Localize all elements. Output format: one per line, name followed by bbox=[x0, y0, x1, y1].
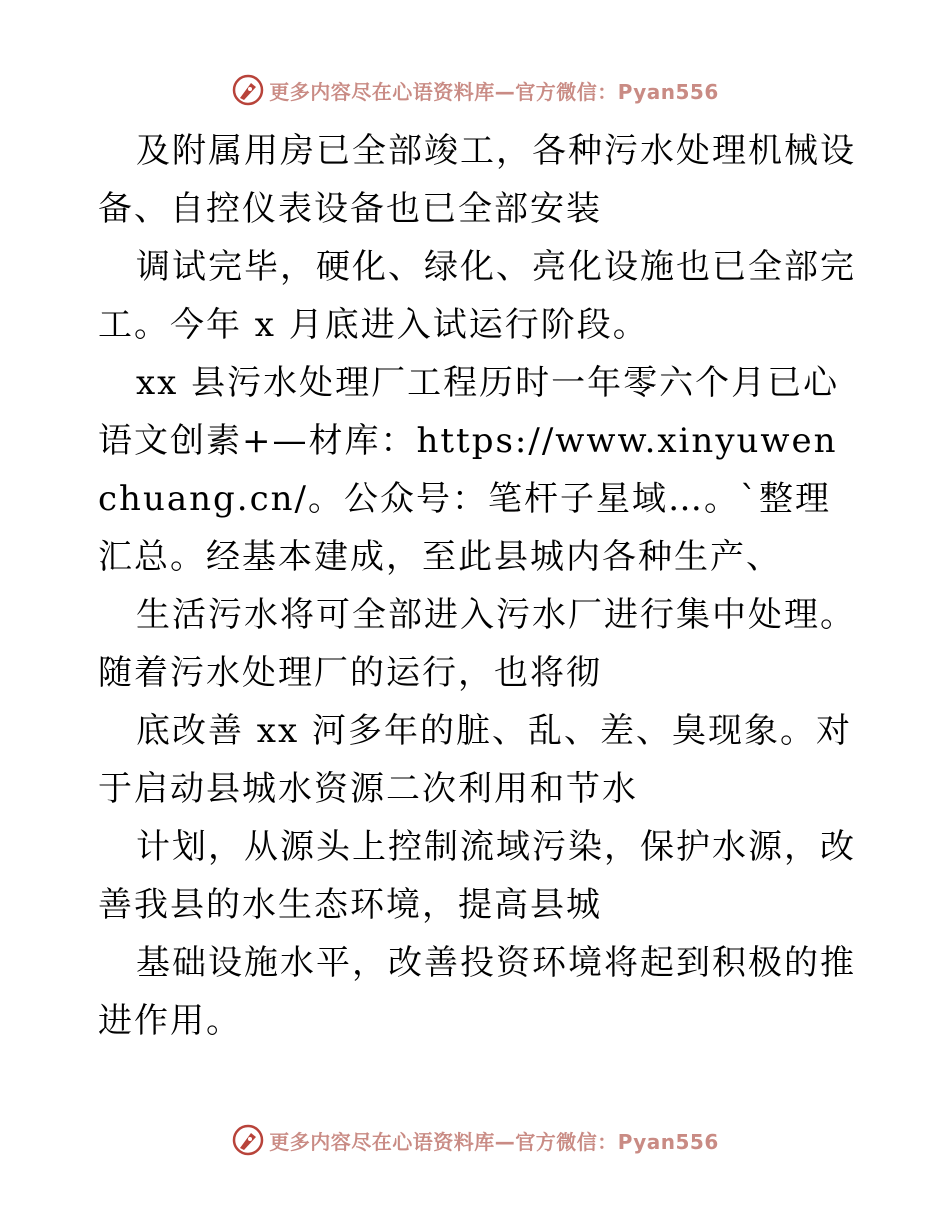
watermark-text: 更多内容尽在心语资料库—官方微信：Pyan556 bbox=[269, 1129, 719, 1154]
footer-watermark-banner bbox=[0, 1120, 950, 1160]
paragraph: xx 县污水处理厂工程历时一年零六个月已心语文创素+—材库：https://www.xinyuwenchuang.cn/。公众号：笔杆子星域…。`整理汇总。经基本建成，至此县城内各种生产、 bbox=[98, 363, 840, 577]
paragraph: 基础设施水平，改善投资环境将起到积极的推进作用。 bbox=[98, 943, 856, 1041]
pen-nib-logo-icon bbox=[231, 1123, 265, 1157]
pen-nib-logo-icon bbox=[231, 73, 265, 107]
paragraph: 及附属用房已全部竣工，各种污水处理机械设备、自控仪表设备也已全部安装 bbox=[98, 131, 856, 229]
paragraph: 底改善 xx 河多年的脏、乱、差、臭现象。对于启动县城水资源二次利用和节水 bbox=[98, 711, 852, 809]
paragraph: 调试完毕，硬化、绿化、亮化设施也已全部完工。今年 x 月底进入试运行阶段。 bbox=[98, 247, 856, 345]
paragraph: 计划，从源头上控制流域污染，保护水源，改善我县的水生态环境，提高县城 bbox=[98, 827, 856, 925]
paragraph: 生活污水将可全部进入污水厂进行集中处理。随着污水处理厂的运行，也将彻 bbox=[98, 595, 856, 693]
document-body bbox=[98, 122, 858, 1050]
header-watermark-banner bbox=[0, 70, 950, 110]
watermark-text: 更多内容尽在心语资料库—官方微信：Pyan556 bbox=[269, 79, 719, 104]
